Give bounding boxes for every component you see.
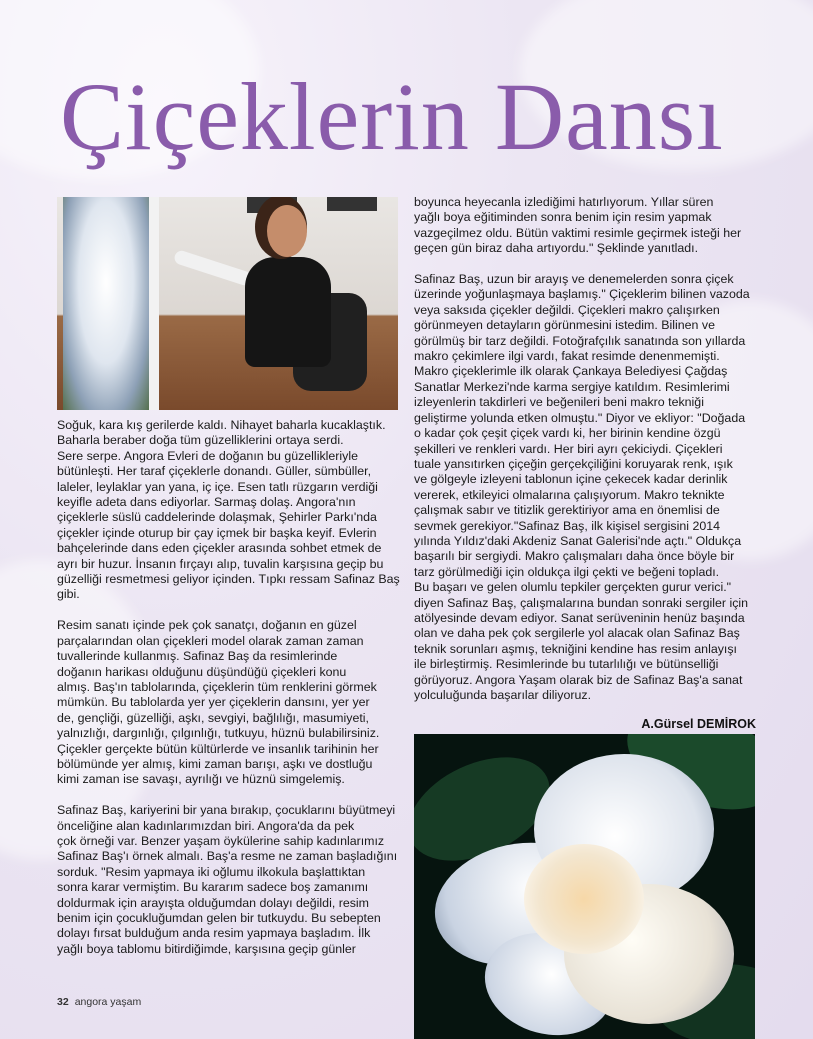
artist-head [267,205,307,257]
flower-center [524,844,644,954]
article-right-column: boyunca heyecanla izlediğimi hatırlıyorum. Yıllar süren yağlı boya eğitiminden sonra benim için resim yapmak vazgeçilmez oldu. Bütün vaktimi resimle geçirmek isteği her geçen gün biraz daha artıyordu." Şeklinde yanıtladı. Safinaz Baş, uzun bir arayış ve denemelerden sonra çiçek üzerinde yoğunlaşmaya başlamış." Çiçeklerim bilinen vazoda veya saksıda çiçekler değildi. Çiçekleri makro çalışırken görünmeyen detayların görünmesini istedim. Bilinen ve görülmüş bir tarz değildi. Fotoğrafçılık sanatında son yıllarda makro çekimlere ilgi vardı, fakat resimde denenmemişti. Makro çiçeklerimle ilk olarak Çankaya Belediyesi Çağdaş Sanatlar Merkezi'nde karma sergiye katıldım. Resimlerimi izleyenlerin takdirleri ve beğenileri beni makro tekniği geliştirme yolunda etken olmuştu." Diyor ve ekliyor: "Doğada o kadar çok çeşit çiçek vardı ki, her birinin kendine özgü şekilleri ve renkleri vardı. Her biri ayrı çekiciydi. Çiçekleri tuale yansıtırken çiçeğin gerçekçiliğini koruyarak renk, ışık ve gölgeyle izleyeni tablonun içine çekecek kadar derinlik vererek, etkileyici olmalarına çalışıyorum. Makro teknikte çalışmak sabır ve titizlik gerektiriyor ama en önemlisi de sevmek gerekiyor."Safinaz Baş, ilk kişisel sergisini 2014 yılında Yıldız'daki Akdeniz Sanat Galerisi'nde açtı." Oldukça başarılı bir sergiydi. Makro çalışmaları daha önce böyle bir tarz görülmediği için oldukça ilgi çekti ve beğeni topladı. Bu başarı ve gelen olumlu tepkiler gerçekten gurur verici." diyen Safinaz Baş, çalışmalarına bundan sonraki sergiler için atölyesinde devam ediyor. Sanat serüveninin henüz başında olan ve daha pek çok sergilerle yol alacak olan Safinaz Baş teknik sorunları aşmış, tekniğini kendine has resim anlayışı ile birleştirmiş. Resimlerinde bu tutarlılığı ve bütünselliği görüyoruz. Angora Yaşam olarak biz de Safinaz Baş'a sanat yolculuğunda başarılar diliyoruz. [414,195,750,702]
artist-photo [57,197,398,410]
flower-canvas [63,197,149,410]
flower-painting [414,734,755,1039]
page-title: Çiçeklerin Dansı [60,63,724,170]
artist-body [245,257,331,367]
artist-arm [173,249,253,287]
canvas-edge [149,197,159,410]
page-footer [57,996,141,1008]
wall-frame [327,197,377,211]
page-number: 32 [57,996,69,1008]
article-left-column: Soğuk, kara kış gerilerde kaldı. Nihayet baharla kucaklaştık. Baharla beraber doğa tüm güzelliklerini ortaya serdi. Sere serpe. Angora Evleri de doğanın bu güzellikleriyle bütünleşti. Her taraf çiçeklerle donandı. Güller, sümbüller, laleler, leylaklar yan yana, iç içe. Esen tatlı rüzgarın verdiği keyifle adeta dans ediyorlar. Sarmaş dolaş. Angora'nın çiçeklerle süslü caddelerinde dolaşmak, Şehirler Parkı'nda çiçekler içinde oturup bir çay içmek bir başka keyif. Evlerin bahçelerinde dans eden çiçekler arasında sohbet etmek de ayrı bir huzur. İnsanın fırçayı alıp, tuvalin karşısına geçip bu güzelliği resmetmesi geliyor içinden. Tıpkı ressam Safinaz Baş gibi. Resim sanatı içinde pek çok sanatçı, doğanın en güzel parçalarından olan çiçekleri model olarak zaman zaman tuvallerinde kullanmış. Safinaz Baş da resimlerinde doğanın harikası olduğunu düşündüğü çiçekleri konu almış. Baş'ın tablolarında, çiçeklerin tüm renklerini görmek mümkün. Bu tablolarda yer yer çiçeklerin dansını, yer yer de, gençliği, güzelliği, aşkı, sevgiyi, bağlılığı, masumiyeti, yalnızlığı, dargınlığı, çılgınlığı, tutkuyu, hüznü bulabilirsiniz. Çiçekler gerçekte bütün kültürlerde ve insanlık tarihinin her bölümünde yer almış, kimi zaman barışı, aşkı ve dostluğu kimi zaman ise savaşı, ayrılığı ve hüznü simgelemiş. Safinaz Baş, kariyerini bir yana bırakıp, çocuklarını büyütmeyi önceliğine alan kadınlarımızdan biri. Angora'da da pek çok örneği var. Benzer yaşam öykülerine sahip kadınlarımız Safinaz Baş'ı örnek almalı. Baş'a resme ne zaman başladığını sorduk. "Resim yapmaya iki oğlumu ilkokula başlattıktan sonra karar vermiştim. Bu kararım sadece boş zamanımı doldurmak için arayışta olduğumdan dolayı değildi, resim benim için çocukluğumdan gelen bir tutkuydu. Bu sebepten dolayı fırsat bulduğum anda resim yapmaya başladım. İlk yağlı boya tablomu bitirdiğimde, karşısına geçip günler [57,418,400,956]
author-name: A.Gürsel DEMİROK [641,717,756,731]
magazine-name: angora yaşam [74,996,142,1008]
